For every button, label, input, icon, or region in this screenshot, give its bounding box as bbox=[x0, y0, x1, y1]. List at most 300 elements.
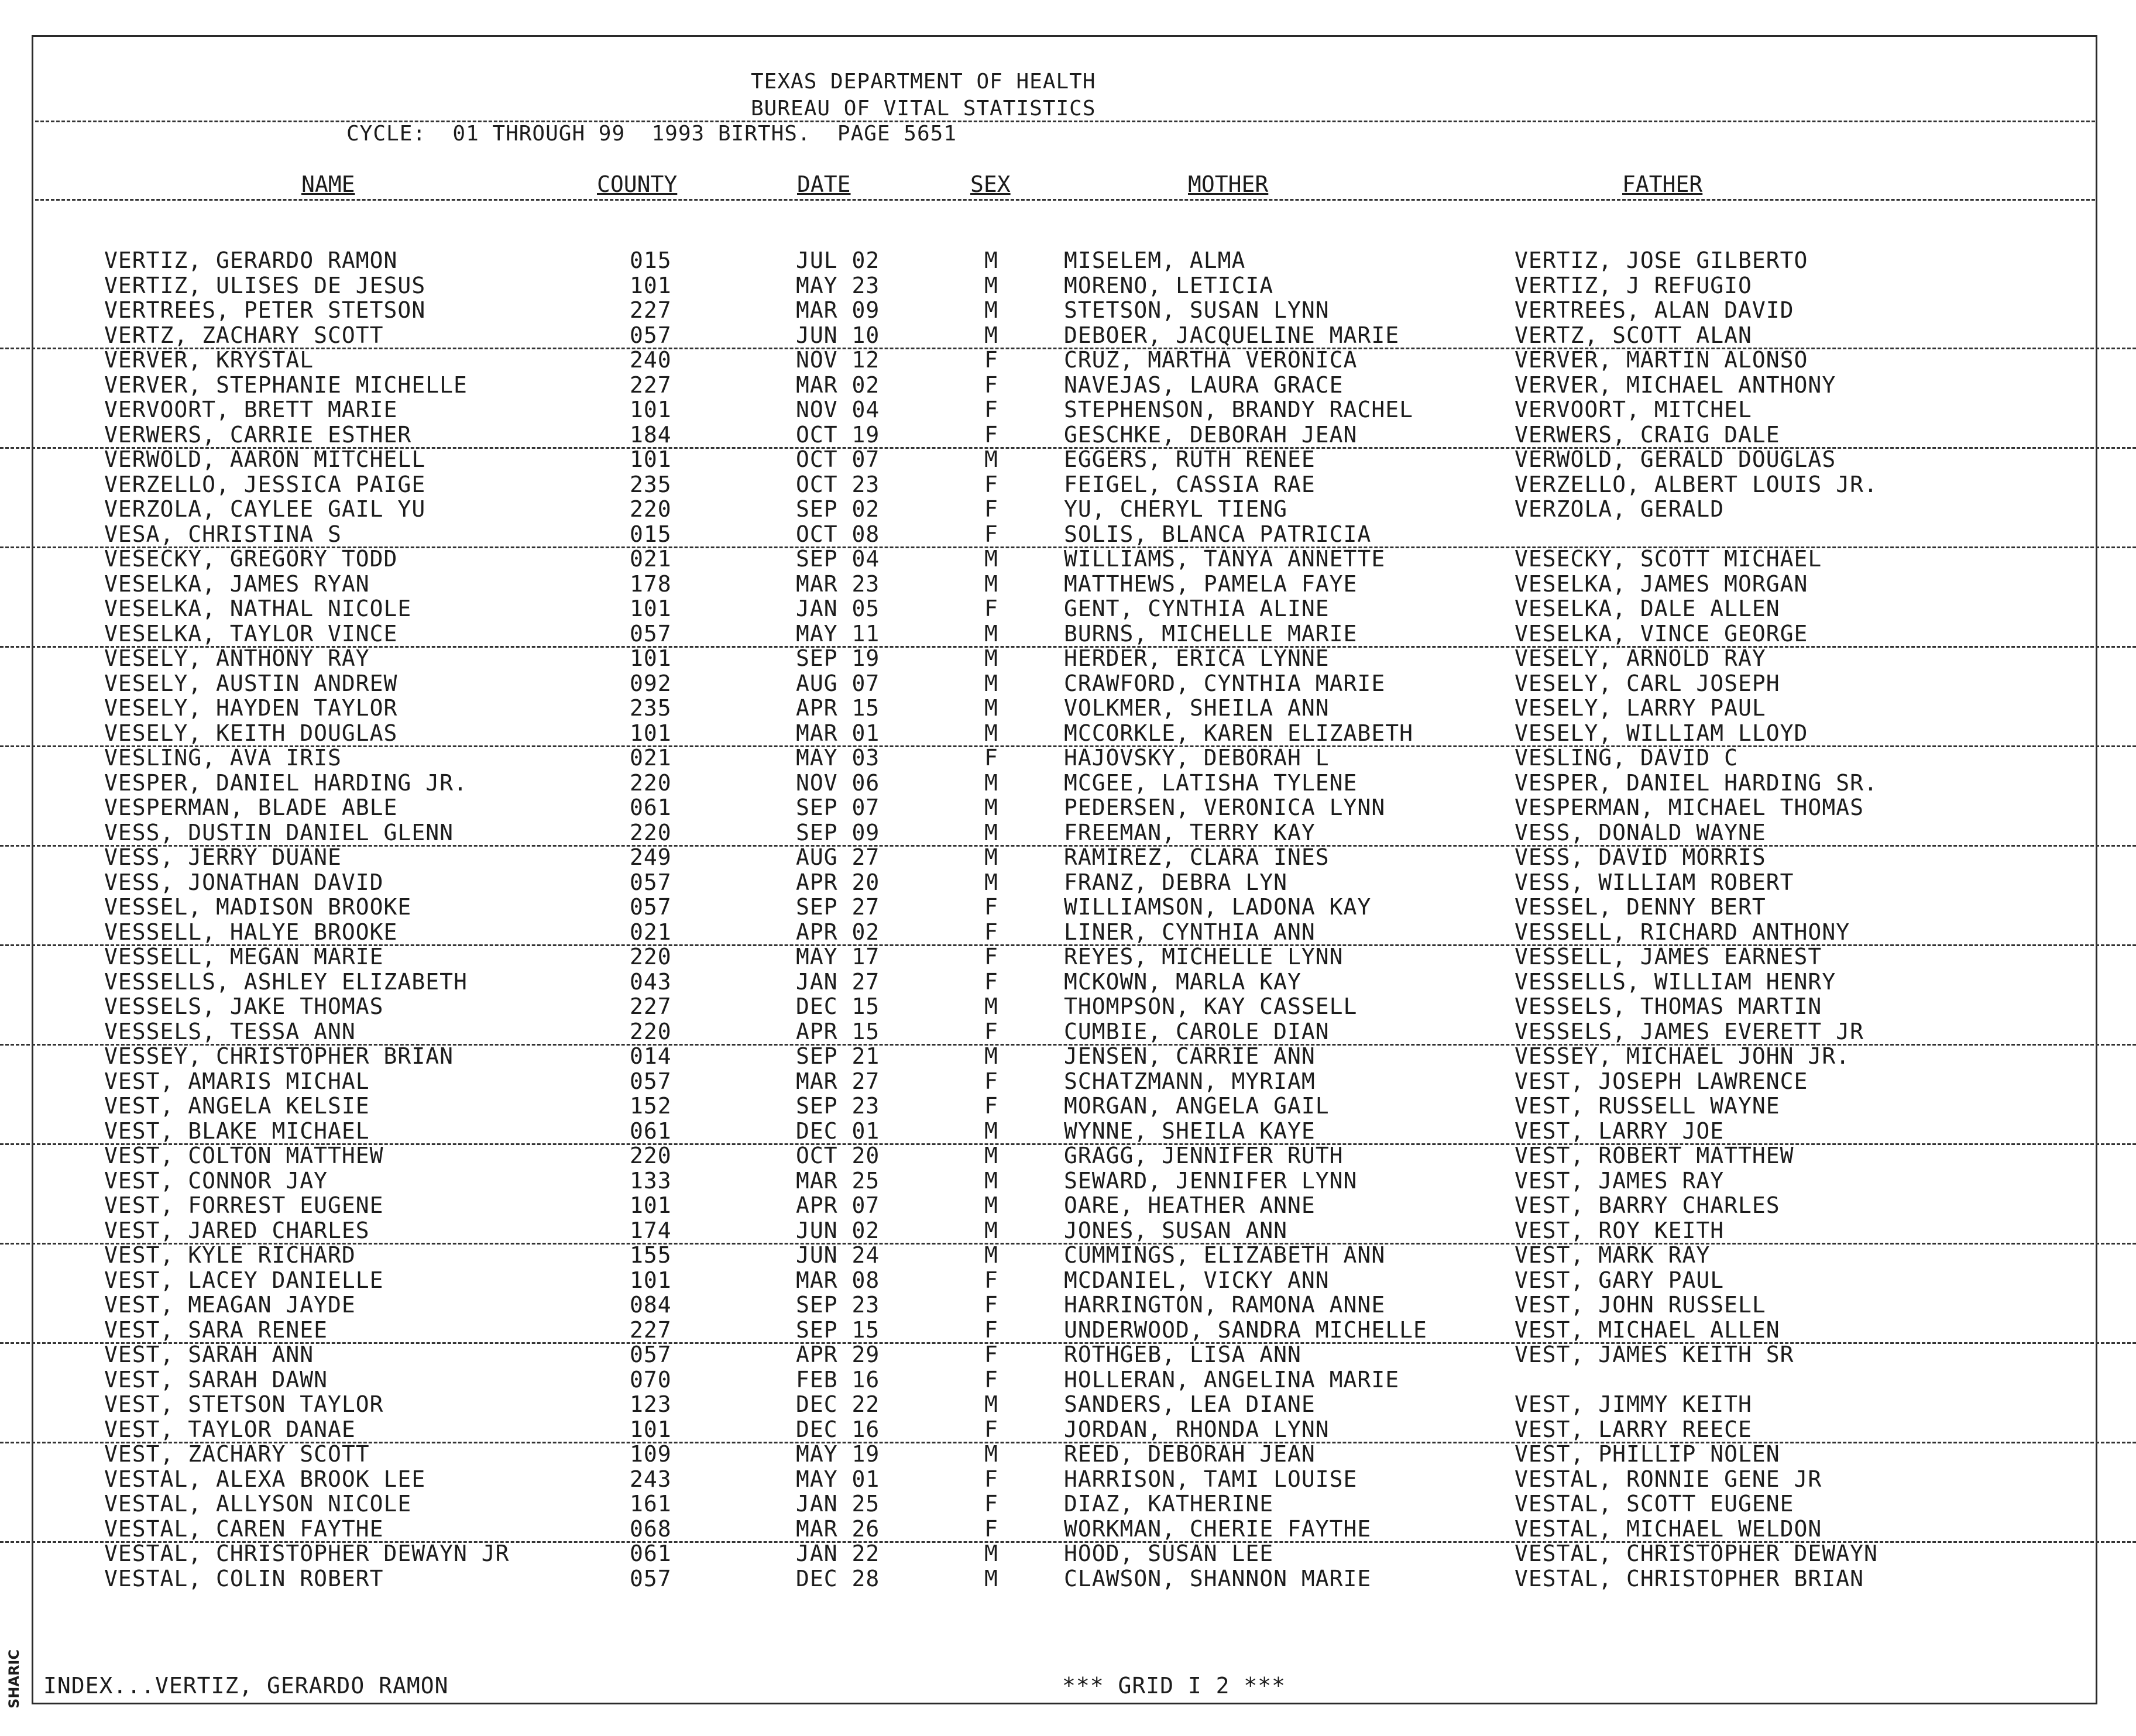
cell-sex: F bbox=[984, 421, 998, 448]
cell-sex: M bbox=[984, 844, 998, 870]
cell-sex: F bbox=[984, 1267, 998, 1293]
cell-father: VEST, BARRY CHARLES bbox=[1515, 1192, 1780, 1218]
cell-mother: WILLIAMS, TANYA ANNETTE bbox=[1064, 546, 1386, 572]
cell-sex: F bbox=[984, 372, 998, 398]
cell-mother: CLAWSON, SHANNON MARIE bbox=[1064, 1565, 1372, 1591]
cell-father: VEST, MICHAEL ALLEN bbox=[1515, 1316, 1780, 1343]
table-row bbox=[0, 1143, 2136, 1168]
cell-mother: HOLLERAN, ANGELINA MARIE bbox=[1064, 1366, 1400, 1393]
cell-mother: VOLKMER, SHEILA ANN bbox=[1064, 695, 1330, 721]
table-row bbox=[0, 1044, 2136, 1069]
table-row bbox=[0, 1218, 2136, 1245]
cell-sex: F bbox=[984, 1342, 998, 1367]
department-title: TEXAS DEPARTMENT OF HEALTH bbox=[751, 70, 1096, 94]
cell-county: 101 bbox=[630, 272, 672, 298]
table-row bbox=[0, 1069, 2136, 1094]
cell-sex: F bbox=[984, 919, 998, 945]
column-header-date-label: DATE bbox=[797, 171, 851, 197]
cell-date: SEP 15 bbox=[796, 1316, 880, 1343]
cell-name: VESTAL, ALEXA BROOK LEE bbox=[104, 1466, 426, 1492]
cell-county: 057 bbox=[630, 869, 672, 895]
cell-father: VESELY, LARRY PAUL bbox=[1515, 695, 1766, 721]
cell-name: VERZELLO, JESSICA PAIGE bbox=[104, 471, 426, 497]
cell-mother: SANDERS, LEA DIANE bbox=[1064, 1391, 1316, 1417]
cell-sex: M bbox=[984, 297, 998, 323]
cell-date: APR 07 bbox=[796, 1192, 880, 1218]
cell-mother: HOOD, SUSAN LEE bbox=[1064, 1541, 1274, 1566]
cell-name: VESECKY, GREGORY TODD bbox=[104, 546, 398, 572]
cell-county: 021 bbox=[630, 745, 672, 771]
table-row bbox=[0, 696, 2136, 721]
cell-name: VESSELL, HALYE BROOKE bbox=[104, 919, 398, 945]
table-row bbox=[0, 994, 2136, 1019]
cell-date: AUG 07 bbox=[796, 670, 880, 696]
cell-county: 057 bbox=[630, 620, 672, 647]
cell-name: VEST, JARED CHARLES bbox=[104, 1217, 370, 1243]
cell-sex: F bbox=[984, 1068, 998, 1094]
cell-mother: LINER, CYNTHIA ANN bbox=[1064, 919, 1316, 945]
cell-name: VEST, TAYLOR DANAE bbox=[104, 1416, 356, 1442]
cell-name: VESELKA, JAMES RYAN bbox=[104, 570, 370, 597]
column-header-county-label: COUNTY bbox=[597, 171, 678, 197]
cell-name: VESELY, ANTHONY RAY bbox=[104, 645, 370, 671]
table-row bbox=[0, 298, 2136, 323]
cell-date: MAR 23 bbox=[796, 570, 880, 597]
cell-father: VESS, DONALD WAYNE bbox=[1515, 819, 1766, 845]
cell-sex: M bbox=[984, 1541, 998, 1566]
cell-date: JUN 10 bbox=[796, 322, 880, 348]
table-row bbox=[0, 1094, 2136, 1119]
cell-father: VERWOLD, GERALD DOUGLAS bbox=[1515, 446, 1836, 472]
cell-sex: M bbox=[984, 620, 998, 647]
cell-father: VERZELLO, ALBERT LOUIS JR. bbox=[1515, 471, 1878, 497]
cell-name: VEST, ANGELA KELSIE bbox=[104, 1093, 370, 1119]
cell-father: VESPERMAN, MICHAEL THOMAS bbox=[1515, 795, 1864, 820]
cell-father: VESSELLS, WILLIAM HENRY bbox=[1515, 968, 1836, 995]
cell-county: 021 bbox=[630, 546, 672, 572]
cell-mother: HERDER, ERICA LYNNE bbox=[1064, 645, 1330, 671]
cell-mother: OARE, HEATHER ANNE bbox=[1064, 1192, 1316, 1218]
table-row bbox=[0, 1243, 2136, 1268]
cell-date: DEC 15 bbox=[796, 994, 880, 1019]
cell-father: VEST, JAMES RAY bbox=[1515, 1167, 1725, 1194]
cell-mother: FEIGEL, CASSIA RAE bbox=[1064, 471, 1316, 497]
cell-county: 101 bbox=[630, 397, 672, 422]
cell-county: 021 bbox=[630, 919, 672, 945]
cell-name: VESTAL, ALLYSON NICOLE bbox=[104, 1491, 412, 1517]
table-row bbox=[0, 1318, 2136, 1345]
cell-date: SEP 23 bbox=[796, 1093, 880, 1119]
cell-father: VESSELL, JAMES EARNEST bbox=[1515, 944, 1822, 970]
cell-sex: F bbox=[984, 944, 998, 970]
cell-mother: MORENO, LETICIA bbox=[1064, 272, 1274, 298]
cell-father: VEST, LARRY JOE bbox=[1515, 1118, 1725, 1144]
cell-mother: EGGERS, RUTH RENEE bbox=[1064, 446, 1316, 472]
table-row bbox=[0, 1442, 2136, 1467]
cell-sex: M bbox=[984, 670, 998, 696]
cell-father: VERVER, MICHAEL ANTHONY bbox=[1515, 372, 1836, 398]
table-row bbox=[0, 845, 2136, 870]
cell-father: VERTZ, SCOTT ALAN bbox=[1515, 322, 1752, 348]
column-header-name-label: NAME bbox=[301, 171, 355, 197]
cell-father: VESELKA, DALE ALLEN bbox=[1515, 596, 1780, 621]
cell-date: SEP 27 bbox=[796, 894, 880, 920]
cell-sex: M bbox=[984, 322, 998, 348]
cell-sex: F bbox=[984, 1018, 998, 1044]
cell-county: 057 bbox=[630, 1565, 672, 1591]
cell-name: VESELY, KEITH DOUGLAS bbox=[104, 720, 398, 746]
table-row bbox=[0, 348, 2136, 373]
cell-sex: F bbox=[984, 894, 998, 920]
cell-county: 057 bbox=[630, 894, 672, 920]
cell-sex: F bbox=[984, 521, 998, 547]
cell-county: 101 bbox=[630, 596, 672, 621]
cell-date: MAY 11 bbox=[796, 620, 880, 647]
cell-father: VERVOORT, MITCHEL bbox=[1515, 397, 1752, 422]
cell-date: MAY 01 bbox=[796, 1466, 880, 1492]
cell-father: VESTAL, CHRISTOPHER DEWAYN bbox=[1515, 1541, 1878, 1566]
column-header-divider bbox=[35, 199, 2095, 201]
cell-name: VEST, MEAGAN JAYDE bbox=[104, 1292, 356, 1318]
cell-father: VERTIZ, JOSE GILBERTO bbox=[1515, 247, 1808, 273]
cell-sex: M bbox=[984, 1118, 998, 1144]
cell-father: VEST, ROY KEITH bbox=[1515, 1217, 1725, 1243]
table-row bbox=[0, 1517, 2136, 1544]
cell-name: VERZOLA, CAYLEE GAIL YU bbox=[104, 496, 426, 522]
column-header-sex bbox=[970, 173, 1011, 195]
table-row bbox=[0, 745, 2136, 771]
cell-date: NOV 12 bbox=[796, 347, 880, 373]
cell-sex: F bbox=[984, 1093, 998, 1119]
cell-father: VEST, JIMMY KEITH bbox=[1515, 1391, 1752, 1417]
cell-county: 061 bbox=[630, 1118, 672, 1144]
cell-sex: M bbox=[984, 1565, 998, 1591]
cell-county: 235 bbox=[630, 695, 672, 721]
cell-county: 101 bbox=[630, 645, 672, 671]
cell-sex: F bbox=[984, 1292, 998, 1318]
cell-mother: HARRINGTON, RAMONA ANNE bbox=[1064, 1292, 1386, 1318]
cell-name: VEST, SARAH ANN bbox=[104, 1342, 314, 1367]
cell-date: OCT 23 bbox=[796, 471, 880, 497]
table-row bbox=[0, 273, 2136, 298]
table-row bbox=[0, 970, 2136, 995]
cell-sex: M bbox=[984, 1242, 998, 1268]
cell-mother: FREEMAN, TERRY KAY bbox=[1064, 819, 1316, 845]
cell-name: VEST, LACEY DANIELLE bbox=[104, 1267, 384, 1293]
table-row bbox=[0, 1193, 2136, 1218]
cell-date: FEB 16 bbox=[796, 1366, 880, 1393]
column-header-father bbox=[1622, 173, 1702, 195]
cell-mother: JORDAN, RHONDA LYNN bbox=[1064, 1416, 1330, 1442]
cell-sex: M bbox=[984, 769, 998, 796]
cell-name: VEST, KYLE RICHARD bbox=[104, 1242, 356, 1268]
cell-mother: CUMBIE, CAROLE DIAN bbox=[1064, 1018, 1330, 1044]
table-row bbox=[0, 422, 2136, 449]
cell-sex: M bbox=[984, 1217, 998, 1243]
cell-date: MAY 19 bbox=[796, 1441, 880, 1467]
cell-name: VESTAL, COLIN ROBERT bbox=[104, 1565, 384, 1591]
cell-county: 014 bbox=[630, 1043, 672, 1069]
cell-mother: MATTHEWS, PAMELA FAYE bbox=[1064, 570, 1358, 597]
cell-father: VESSELL, RICHARD ANTHONY bbox=[1515, 919, 1850, 945]
table-row bbox=[0, 1019, 2136, 1046]
cell-sex: F bbox=[984, 471, 998, 497]
column-header-father-label: FATHER bbox=[1622, 171, 1703, 197]
cell-name: VERTIZ, GERARDO RAMON bbox=[104, 247, 398, 273]
cell-sex: M bbox=[984, 570, 998, 597]
cell-mother: GESCHKE, DEBORAH JEAN bbox=[1064, 421, 1358, 448]
cell-name: VERVER, STEPHANIE MICHELLE bbox=[104, 372, 468, 398]
cell-father: VEST, JAMES KEITH SR bbox=[1515, 1342, 1794, 1367]
cell-father: VESTAL, MICHAEL WELDON bbox=[1515, 1515, 1822, 1542]
cell-name: VESS, JONATHAN DAVID bbox=[104, 869, 384, 895]
cell-father: VESPER, DANIEL HARDING SR. bbox=[1515, 769, 1878, 796]
cell-mother: PEDERSEN, VERONICA LYNN bbox=[1064, 795, 1386, 820]
table-row bbox=[0, 721, 2136, 748]
cell-sex: M bbox=[984, 645, 998, 671]
cell-sex: M bbox=[984, 546, 998, 572]
cell-father: VERVER, MARTIN ALONSO bbox=[1515, 347, 1808, 373]
cell-date: MAR 02 bbox=[796, 372, 880, 398]
cell-father: VESELY, CARL JOSEPH bbox=[1515, 670, 1780, 696]
column-header-date bbox=[797, 173, 851, 195]
cell-mother: THOMPSON, KAY CASSELL bbox=[1064, 994, 1358, 1019]
cell-mother: MCKOWN, MARLA KAY bbox=[1064, 968, 1301, 995]
cell-father: VERTREES, ALAN DAVID bbox=[1515, 297, 1794, 323]
cell-mother: MORGAN, ANGELA GAIL bbox=[1064, 1093, 1330, 1119]
cell-county: 043 bbox=[630, 968, 672, 995]
cell-mother: DIAZ, KATHERINE bbox=[1064, 1491, 1274, 1517]
cell-county: 178 bbox=[630, 570, 672, 597]
cell-county: 220 bbox=[630, 769, 672, 796]
table-row bbox=[0, 920, 2136, 947]
cell-county: 101 bbox=[630, 1416, 672, 1442]
cell-sex: M bbox=[984, 1167, 998, 1194]
cell-sex: F bbox=[984, 1515, 998, 1542]
cell-name: VEST, BLAKE MICHAEL bbox=[104, 1118, 370, 1144]
cell-mother: UNDERWOOD, SANDRA MICHELLE bbox=[1064, 1316, 1427, 1343]
cell-father: VEST, RUSSELL WAYNE bbox=[1515, 1093, 1780, 1119]
cell-sex: M bbox=[984, 695, 998, 721]
cell-father: VESLING, DAVID C bbox=[1515, 745, 1739, 771]
cell-mother: SOLIS, BLANCA PATRICIA bbox=[1064, 521, 1372, 547]
cell-date: APR 29 bbox=[796, 1342, 880, 1367]
cell-father: VERTIZ, J REFUGIO bbox=[1515, 272, 1752, 298]
table-row bbox=[0, 1119, 2136, 1146]
cell-county: 133 bbox=[630, 1167, 672, 1194]
cell-name: VESSELS, JAKE THOMAS bbox=[104, 994, 384, 1019]
table-row bbox=[0, 671, 2136, 696]
cell-mother: JONES, SUSAN ANN bbox=[1064, 1217, 1288, 1243]
cell-mother: MCCORKLE, KAREN ELIZABETH bbox=[1064, 720, 1413, 746]
cell-county: 235 bbox=[630, 471, 672, 497]
cell-name: VESELY, HAYDEN TAYLOR bbox=[104, 695, 398, 721]
cell-date: JUL 02 bbox=[796, 247, 880, 273]
table-row bbox=[0, 248, 2136, 273]
cell-date: MAR 25 bbox=[796, 1167, 880, 1194]
cell-date: JAN 05 bbox=[796, 596, 880, 621]
cell-mother: YU, CHERYL TIENG bbox=[1064, 496, 1288, 522]
cell-date: APR 20 bbox=[796, 869, 880, 895]
cell-county: 227 bbox=[630, 1316, 672, 1343]
cell-father: VESSEL, DENNY BERT bbox=[1515, 894, 1766, 920]
cell-date: SEP 21 bbox=[796, 1043, 880, 1069]
cell-mother: HARRISON, TAMI LOUISE bbox=[1064, 1466, 1358, 1492]
cell-sex: F bbox=[984, 745, 998, 771]
cell-sex: F bbox=[984, 968, 998, 995]
cell-county: 057 bbox=[630, 322, 672, 348]
index-footer: INDEX...VERTIZ, GERARDO RAMON bbox=[43, 1673, 449, 1699]
cell-date: SEP 09 bbox=[796, 819, 880, 845]
cell-father: VEST, MARK RAY bbox=[1515, 1242, 1711, 1268]
cell-father: VERZOLA, GERALD bbox=[1515, 496, 1725, 522]
cell-county: 101 bbox=[630, 1267, 672, 1293]
cell-date: OCT 08 bbox=[796, 521, 880, 547]
table-row bbox=[0, 596, 2136, 621]
table-row bbox=[0, 771, 2136, 796]
cell-father: VEST, ROBERT MATTHEW bbox=[1515, 1143, 1794, 1168]
cell-name: VESELKA, NATHAL NICOLE bbox=[104, 596, 412, 621]
cell-name: VESPER, DANIEL HARDING JR. bbox=[104, 769, 468, 796]
cell-sex: M bbox=[984, 869, 998, 895]
cell-father: VESSELS, THOMAS MARTIN bbox=[1515, 994, 1822, 1019]
cell-mother: GRAGG, JENNIFER RUTH bbox=[1064, 1143, 1344, 1168]
cell-date: MAR 27 bbox=[796, 1068, 880, 1094]
cell-father: VESS, WILLIAM ROBERT bbox=[1515, 869, 1794, 895]
cell-name: VERTREES, PETER STETSON bbox=[104, 297, 426, 323]
table-row bbox=[0, 820, 2136, 847]
cell-name: VERVOORT, BRETT MARIE bbox=[104, 397, 398, 422]
cell-date: OCT 20 bbox=[796, 1143, 880, 1168]
table-row bbox=[0, 795, 2136, 820]
cell-name: VEST, COLTON MATTHEW bbox=[104, 1143, 384, 1168]
cell-name: VESS, JERRY DUANE bbox=[104, 844, 342, 870]
cell-sex: F bbox=[984, 496, 998, 522]
cell-name: VEST, ZACHARY SCOTT bbox=[104, 1441, 370, 1467]
cell-county: 068 bbox=[630, 1515, 672, 1542]
table-row bbox=[0, 397, 2136, 422]
cell-date: DEC 16 bbox=[796, 1416, 880, 1442]
cell-father: VESTAL, RONNIE GENE JR bbox=[1515, 1466, 1822, 1492]
table-row bbox=[0, 1566, 2136, 1591]
bureau-title: BUREAU OF VITAL STATISTICS bbox=[751, 97, 1096, 121]
table-row bbox=[0, 1392, 2136, 1417]
grid-footer: *** GRID I 2 *** bbox=[1062, 1673, 1286, 1699]
cell-date: DEC 28 bbox=[796, 1565, 880, 1591]
cell-mother: GENT, CYNTHIA ALINE bbox=[1064, 596, 1330, 621]
cell-county: 070 bbox=[630, 1366, 672, 1393]
cell-father: VEST, JOHN RUSSELL bbox=[1515, 1292, 1766, 1318]
cell-date: AUG 27 bbox=[796, 844, 880, 870]
cell-date: SEP 04 bbox=[796, 546, 880, 572]
cell-county: 227 bbox=[630, 994, 672, 1019]
cell-father: VERWERS, CRAIG DALE bbox=[1515, 421, 1780, 448]
cell-name: VESTAL, CAREN FAYTHE bbox=[104, 1515, 384, 1542]
cell-father: VESELY, ARNOLD RAY bbox=[1515, 645, 1766, 671]
table-row bbox=[0, 546, 2136, 572]
cell-name: VERTZ, ZACHARY SCOTT bbox=[104, 322, 384, 348]
cell-sex: M bbox=[984, 795, 998, 820]
cell-father: VESSELS, JAMES EVERETT JR bbox=[1515, 1018, 1864, 1044]
cell-mother: SCHATZMANN, MYRIAM bbox=[1064, 1068, 1316, 1094]
cell-father: VESTAL, SCOTT EUGENE bbox=[1515, 1491, 1794, 1517]
cycle-line: CYCLE: 01 THROUGH 99 1993 BIRTHS. PAGE 5651 bbox=[346, 122, 957, 146]
cell-father: VEST, PHILLIP NOLEN bbox=[1515, 1441, 1780, 1467]
cell-county: 220 bbox=[630, 1018, 672, 1044]
cell-county: 220 bbox=[630, 944, 672, 970]
cell-date: APR 15 bbox=[796, 1018, 880, 1044]
cell-date: JUN 24 bbox=[796, 1242, 880, 1268]
cell-mother: STEPHENSON, BRANDY RACHEL bbox=[1064, 397, 1413, 422]
cell-date: SEP 02 bbox=[796, 496, 880, 522]
cell-sex: M bbox=[984, 1143, 998, 1168]
cell-county: 152 bbox=[630, 1093, 672, 1119]
cell-mother: HAJOVSKY, DEBORAH L bbox=[1064, 745, 1330, 771]
cell-name: VEST, SARAH DAWN bbox=[104, 1366, 328, 1393]
cell-mother: ROTHGEB, LISA ANN bbox=[1064, 1342, 1301, 1367]
cell-name: VESELKA, TAYLOR VINCE bbox=[104, 620, 398, 647]
cell-mother: DEBOER, JACQUELINE MARIE bbox=[1064, 322, 1400, 348]
cell-county: 015 bbox=[630, 247, 672, 273]
cell-sex: M bbox=[984, 1192, 998, 1218]
table-row bbox=[0, 447, 2136, 472]
cell-date: MAY 17 bbox=[796, 944, 880, 970]
cell-sex: F bbox=[984, 1491, 998, 1517]
cell-sex: F bbox=[984, 1316, 998, 1343]
table-row bbox=[0, 572, 2136, 597]
cell-father: VEST, JOSEPH LAWRENCE bbox=[1515, 1068, 1808, 1094]
cell-name: VESELY, AUSTIN ANDREW bbox=[104, 670, 398, 696]
cell-county: 101 bbox=[630, 1192, 672, 1218]
cell-county: 161 bbox=[630, 1491, 672, 1517]
cell-mother: FRANZ, DEBRA LYN bbox=[1064, 869, 1288, 895]
cell-mother: MISELEM, ALMA bbox=[1064, 247, 1246, 273]
cell-mother: RAMIREZ, CLARA INES bbox=[1064, 844, 1330, 870]
cell-date: SEP 07 bbox=[796, 795, 880, 820]
table-row bbox=[0, 1268, 2136, 1293]
cell-mother: MCDANIEL, VICKY ANN bbox=[1064, 1267, 1330, 1293]
cell-name: VESSELL, MEGAN MARIE bbox=[104, 944, 384, 970]
cell-name: VEST, STETSON TAYLOR bbox=[104, 1391, 384, 1417]
cell-mother: STETSON, SUSAN LYNN bbox=[1064, 297, 1330, 323]
table-row bbox=[0, 1417, 2136, 1444]
cell-mother: WILLIAMSON, LADONA KAY bbox=[1064, 894, 1372, 920]
cell-date: MAR 26 bbox=[796, 1515, 880, 1542]
cell-name: VEST, FORREST EUGENE bbox=[104, 1192, 384, 1218]
table-row bbox=[0, 1168, 2136, 1194]
table-row bbox=[0, 1541, 2136, 1566]
cell-sex: F bbox=[984, 596, 998, 621]
cell-sex: M bbox=[984, 819, 998, 845]
cell-mother: CUMMINGS, ELIZABETH ANN bbox=[1064, 1242, 1386, 1268]
cell-county: 109 bbox=[630, 1441, 672, 1467]
table-row bbox=[0, 1367, 2136, 1393]
cell-date: NOV 04 bbox=[796, 397, 880, 422]
table-row bbox=[0, 1342, 2136, 1367]
cell-date: MAY 03 bbox=[796, 745, 880, 771]
cell-date: JUN 02 bbox=[796, 1217, 880, 1243]
cell-sex: M bbox=[984, 272, 998, 298]
cell-sex: M bbox=[984, 994, 998, 1019]
column-header-sex-label: SEX bbox=[970, 171, 1011, 197]
cell-date: JAN 27 bbox=[796, 968, 880, 995]
table-row bbox=[0, 1491, 2136, 1517]
cell-county: 227 bbox=[630, 372, 672, 398]
table-row bbox=[0, 522, 2136, 549]
table-row bbox=[0, 472, 2136, 497]
cell-sex: M bbox=[984, 1043, 998, 1069]
cell-county: 220 bbox=[630, 496, 672, 522]
